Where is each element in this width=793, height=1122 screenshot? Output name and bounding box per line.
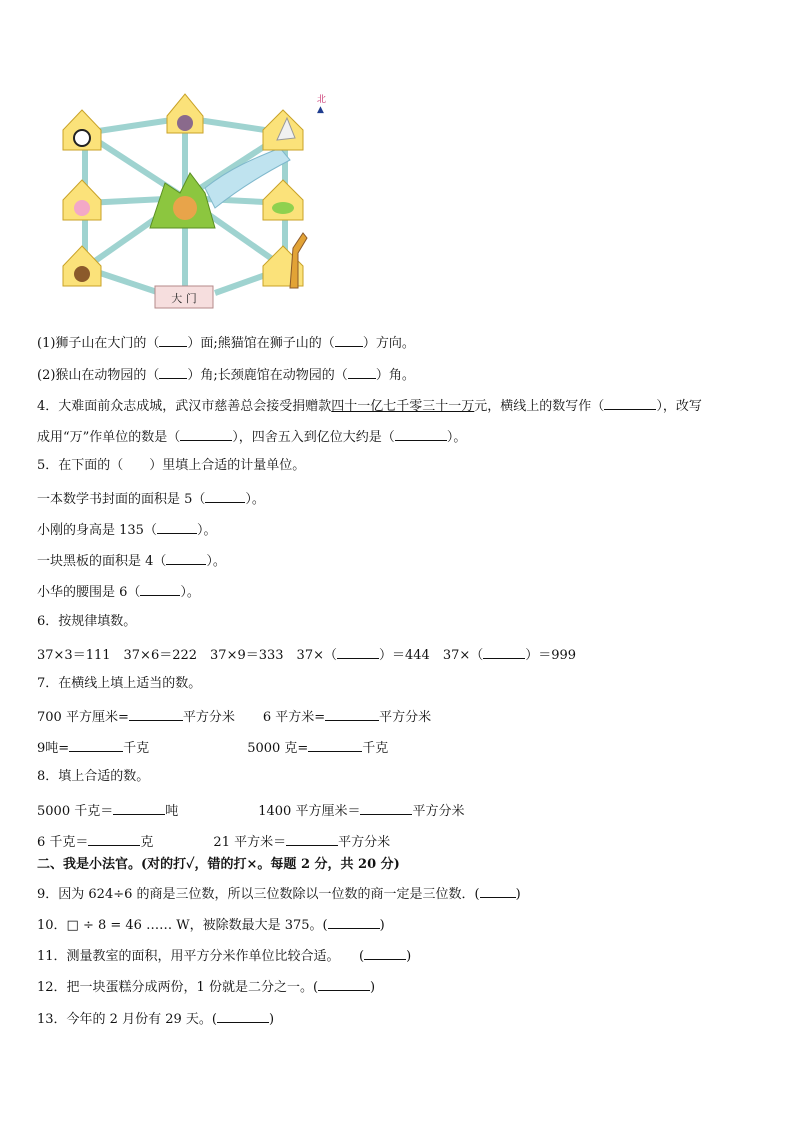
q7-unit: 平方分米 bbox=[379, 710, 432, 725]
answer-blank[interactable] bbox=[318, 976, 370, 991]
q4-text-b: 元，横线上的数写作（ bbox=[474, 399, 605, 414]
answer-blank[interactable] bbox=[308, 737, 362, 752]
q12 bbox=[37, 976, 375, 997]
q5-item bbox=[37, 488, 265, 509]
q11 bbox=[37, 945, 411, 966]
answer-blank[interactable] bbox=[480, 883, 516, 898]
answer-blank[interactable] bbox=[395, 426, 447, 441]
answer-blank[interactable] bbox=[166, 550, 206, 565]
answer-blank[interactable] bbox=[328, 914, 380, 929]
q8-text: 6 千克＝ bbox=[37, 835, 89, 850]
q3-line1 bbox=[37, 332, 415, 353]
q11-text: 11．测量教室的面积，用平方分米作单位比较合适。 ( bbox=[37, 949, 365, 964]
q8-text: 21 平方米＝ bbox=[213, 835, 287, 850]
q13 bbox=[37, 1008, 274, 1029]
q8-text: 1400 平方厘米＝ bbox=[258, 804, 361, 819]
answer-blank[interactable] bbox=[159, 364, 187, 379]
answer-blank[interactable] bbox=[113, 800, 165, 815]
q5-item bbox=[37, 581, 200, 602]
answer-blank[interactable] bbox=[140, 581, 180, 596]
section2-heading: 二、我是小法官。(对的打✓，错的打×。每题 2 分，共 20 分) bbox=[37, 857, 400, 872]
q6-title: 6．按规律填数。 bbox=[37, 614, 137, 629]
q4-line2 bbox=[37, 426, 466, 447]
q7-title: 7．在横线上填上适当的数。 bbox=[37, 676, 202, 691]
answer-blank[interactable] bbox=[69, 737, 123, 752]
q8-unit: 吨 bbox=[165, 804, 179, 819]
answer-blank[interactable] bbox=[348, 364, 376, 379]
q4-line1 bbox=[37, 395, 702, 416]
answer-blank[interactable] bbox=[337, 644, 379, 659]
q8-unit: 平方分米 bbox=[338, 835, 391, 850]
q5-item-close: ）。 bbox=[206, 554, 226, 569]
answer-blank[interactable] bbox=[157, 519, 197, 534]
q8-text: 5000 千克＝ bbox=[37, 804, 114, 819]
q7-text: 700 平方厘米= bbox=[37, 710, 129, 725]
answer-blank[interactable] bbox=[360, 800, 412, 815]
q3-1-text-c: ）方向。 bbox=[362, 336, 415, 351]
answer-blank[interactable] bbox=[129, 706, 183, 721]
q10-close: ) bbox=[379, 918, 385, 933]
q4-text-f: ）。 bbox=[446, 430, 467, 445]
q6-pattern bbox=[37, 644, 576, 665]
q13-close: ) bbox=[268, 1012, 275, 1027]
q3-2-text-b: ）角;长颈鹿馆在动物园的（ bbox=[187, 368, 348, 383]
answer-blank[interactable] bbox=[325, 706, 379, 721]
q5-item-close: ）。 bbox=[245, 492, 265, 507]
q6-text-a: 37×3＝111 37×6＝222 37×9＝333 37×（ bbox=[37, 648, 337, 663]
q10 bbox=[37, 914, 385, 935]
answer-blank[interactable] bbox=[159, 332, 187, 347]
answer-blank[interactable] bbox=[364, 945, 406, 960]
q7-unit: 千克 bbox=[123, 741, 150, 756]
q8-unit: 平方分米 bbox=[412, 804, 465, 819]
q7-row2 bbox=[37, 737, 388, 758]
q4-underlined-number: 四十一亿七千零三十一万 bbox=[331, 399, 475, 414]
q12-text: 12．把一块蛋糕分成两份，1 份就是二分之一。( bbox=[37, 980, 319, 995]
q7-text: 6 平方米= bbox=[262, 710, 326, 725]
answer-blank[interactable] bbox=[180, 426, 232, 441]
q3-2-text-c: ）角。 bbox=[375, 368, 415, 383]
q6-text-b: ）＝444 37×（ bbox=[379, 648, 484, 663]
q4-text-d: 成用“万”作单位的数是（ bbox=[37, 430, 181, 445]
zoo-map bbox=[55, 88, 330, 316]
q9-text: 9．因为 624÷6 的商是三位数，所以三位数除以一位数的商一定是三位数．( bbox=[37, 887, 480, 902]
q8-row2 bbox=[37, 831, 390, 852]
answer-blank[interactable] bbox=[88, 831, 140, 846]
north-label: 北 bbox=[317, 95, 327, 105]
q9-close: ) bbox=[515, 887, 521, 902]
q12-close: ) bbox=[370, 980, 376, 995]
q5-item-close: ）。 bbox=[196, 523, 217, 538]
q7-unit: 平方分米 bbox=[182, 710, 235, 725]
q7-text: 5000 克= bbox=[247, 741, 309, 756]
q5-item-close: ）。 bbox=[180, 585, 200, 600]
q5-item-text: 小刚的身高是 135（ bbox=[37, 523, 157, 538]
q8-unit: 克 bbox=[140, 835, 154, 850]
q5-item bbox=[37, 519, 216, 540]
q4-text-c: ），改写 bbox=[656, 399, 702, 414]
answer-blank[interactable] bbox=[483, 644, 525, 659]
q8-title: 8．填上合适的数。 bbox=[37, 769, 150, 784]
q5-item-text: 一块黑板的面积是 4（ bbox=[37, 554, 167, 569]
q3-1-text-a: (1)狮子山在大门的（ bbox=[37, 336, 160, 351]
q13-text: 13．今年的 2 月份有 29 天。( bbox=[37, 1012, 217, 1027]
q5-item-text: 小华的腰围是 6（ bbox=[37, 585, 141, 600]
answer-blank[interactable] bbox=[335, 332, 363, 347]
answer-blank[interactable] bbox=[604, 395, 656, 410]
q3-2-text-a: (2)猴山在动物园的（ bbox=[37, 368, 160, 383]
answer-blank[interactable] bbox=[286, 831, 338, 846]
q5-item-text: 一本数学书封面的面积是 5（ bbox=[37, 492, 206, 507]
q7-row1 bbox=[37, 706, 431, 727]
q10-text: 10．□ ÷ 8 = 46 …… W，被除数最大是 375。( bbox=[37, 918, 328, 933]
answer-blank[interactable] bbox=[205, 488, 245, 503]
q4-text-a: 4．大难面前众志成城，武汉市慈善总会接受捐赠款 bbox=[37, 399, 332, 414]
gate-label: 大 门 bbox=[171, 292, 197, 305]
q5-item bbox=[37, 550, 226, 571]
q7-text: 9吨= bbox=[37, 741, 70, 756]
q4-text-e: ），四舍五入到亿位大约是（ bbox=[232, 430, 395, 445]
q6-text-c: ）＝999 bbox=[525, 648, 577, 663]
q3-line2 bbox=[37, 364, 415, 385]
q7-unit: 千克 bbox=[362, 741, 389, 756]
q8-row1 bbox=[37, 800, 464, 821]
q9 bbox=[37, 883, 521, 904]
q5-title: 5．在下面的（ ）里填上合适的计量单位。 bbox=[37, 458, 306, 473]
answer-blank[interactable] bbox=[217, 1008, 269, 1023]
north-marker: 北 ▲ bbox=[317, 95, 327, 115]
q11-close: ) bbox=[406, 949, 412, 964]
q3-1-text-b: ）面;熊猫馆在狮子山的（ bbox=[187, 336, 335, 351]
